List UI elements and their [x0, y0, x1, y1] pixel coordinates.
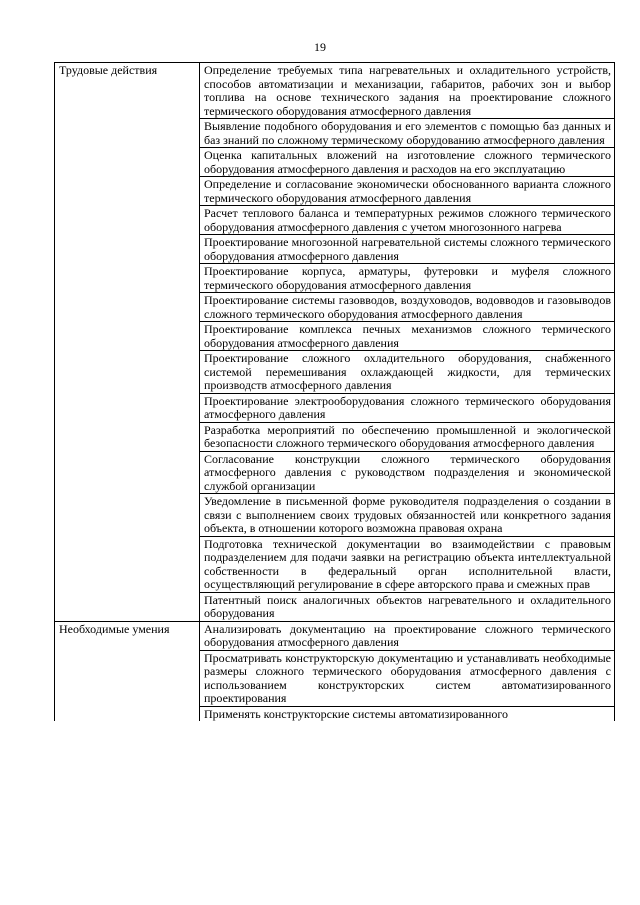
requirement-item: Разработка мероприятий по обеспечению промышленной и экологической безопасности сложного термического оборудования атмосферного давления [200, 422, 615, 451]
table-row [55, 177, 615, 206]
table-row [55, 148, 615, 177]
requirement-item: Согласование конструкции сложного термического оборудования атмосферного давления с руководством подразделения и экономической службой организации [200, 451, 615, 494]
table-row [55, 494, 615, 537]
table-row [55, 536, 615, 592]
table-row [55, 706, 615, 721]
table-row [55, 235, 615, 264]
section-label-continuation [55, 322, 200, 351]
requirement-item: Оценка капитальных вложений на изготовление сложного термического оборудования атмосферного давления и расходов на его эксплуатацию [200, 148, 615, 177]
section-label-continuation [55, 206, 200, 235]
table-row [55, 422, 615, 451]
table-row [55, 650, 615, 706]
section-label-continuation [55, 650, 200, 706]
requirements-table [54, 62, 615, 721]
table-row [55, 351, 615, 394]
table-row [55, 63, 615, 119]
requirement-item: Проектирование комплекса печных механизмов сложного термического оборудования атмосферного давления [200, 322, 615, 351]
table-row [55, 206, 615, 235]
requirement-item: Расчет теплового баланса и температурных режимов сложного термического оборудования атмосферного давления с учетом многозонного нагрева [200, 206, 615, 235]
section-label-continuation [55, 119, 200, 148]
section-label-continuation [55, 536, 200, 592]
table-row [55, 621, 615, 650]
section-label-continuation [55, 351, 200, 394]
section-label-continuation [55, 264, 200, 293]
table-row [55, 119, 615, 148]
table-row [55, 264, 615, 293]
table-row [55, 322, 615, 351]
table-row [55, 393, 615, 422]
section-label-continuation [55, 451, 200, 494]
section-label: Трудовые действия [55, 63, 200, 119]
requirement-item: Проектирование электрооборудования сложного термического оборудования атмосферного давления [200, 393, 615, 422]
table-row [55, 293, 615, 322]
section-label-continuation [55, 706, 200, 721]
requirement-item: Патентный поиск аналогичных объектов нагревательного и охладительного оборудования [200, 592, 615, 621]
section-label-continuation [55, 592, 200, 621]
section-label-continuation [55, 177, 200, 206]
requirement-item: Применять конструкторские системы автоматизированного [200, 706, 615, 721]
section-label-continuation [55, 393, 200, 422]
requirement-item: Анализировать документацию на проектирование сложного термического оборудования атмосферного давления [200, 621, 615, 650]
requirement-item: Просматривать конструкторскую документацию и устанавливать необходимые размеры сложного термического оборудования атмосферного давления с использованием конструкторских систем автоматизированного проектирования [200, 650, 615, 706]
section-label-continuation [55, 494, 200, 537]
requirement-item: Выявление подобного оборудования и его элементов с помощью баз данных и баз знаний по сложному термическому оборудованию атмосферного давления [200, 119, 615, 148]
page-number: 19 [314, 40, 326, 54]
section-label-continuation [55, 235, 200, 264]
section-label-continuation [55, 293, 200, 322]
requirement-item: Проектирование многозонной нагревательной системы сложного термического оборудования атмосферного давления [200, 235, 615, 264]
requirement-item: Уведомление в письменной форме руководителя подразделения о создании в связи с выполнением своих трудовых обязанностей или конкретного задания объекта, в отношении которого возможна правовая охрана [200, 494, 615, 537]
requirement-item: Определение требуемых типа нагревательных и охладительного устройств, способов автоматизации и механизации, габаритов, рабочих зон и выбор топлива на основе технического задания на проектирование сложного термического оборудования атмосферного давления [200, 63, 615, 119]
requirement-item: Подготовка технической документации во взаимодействии с правовым подразделением для подачи заявки на регистрацию объекта интеллектуальной собственности в федеральный орган исполнительной власти, осуществляющий регулирование в сфере авторского права и смежных прав [200, 536, 615, 592]
requirement-item: Определение и согласование экономически обоснованного варианта сложного термического оборудования атмосферного давления [200, 177, 615, 206]
section-label: Необходимые умения [55, 621, 200, 650]
requirement-item: Проектирование корпуса, арматуры, футеровки и муфеля сложного термического оборудования атмосферного давления [200, 264, 615, 293]
table-row [55, 451, 615, 494]
requirement-item: Проектирование сложного охладительного оборудования, снабженного системой перемешивания охлаждающей жидкости, для термических производств атмосферного давления [200, 351, 615, 394]
section-label-continuation [55, 422, 200, 451]
table-row [55, 592, 615, 621]
section-label-continuation [55, 148, 200, 177]
requirement-item: Проектирование системы газовводов, воздуховодов, водовводов и газовыводов сложного термического оборудования атмосферного давления [200, 293, 615, 322]
